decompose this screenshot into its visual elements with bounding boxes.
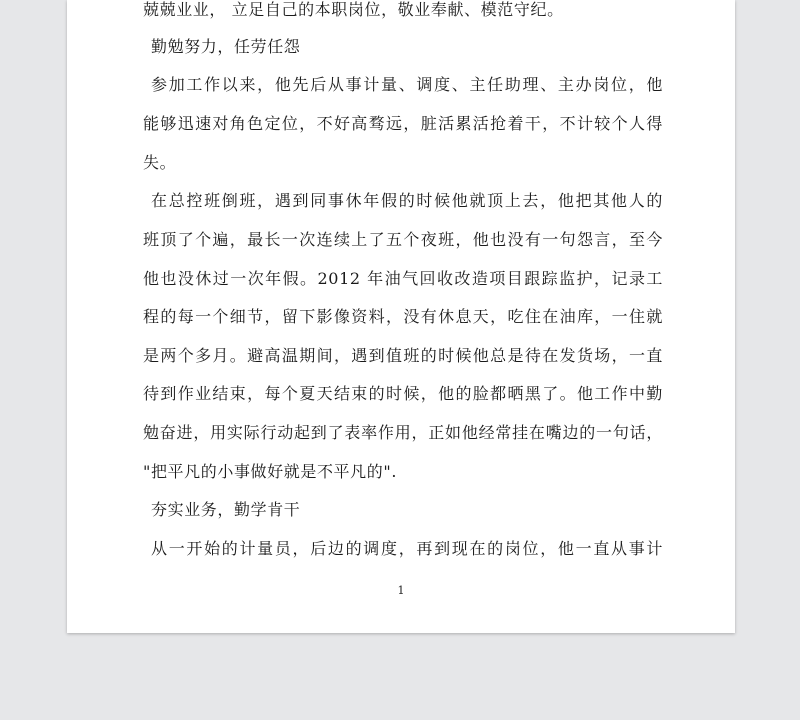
text-line: "把平凡的小事做好就是不平凡的".: [143, 462, 398, 481]
text-line: 参加工作以来，他先后从事计量、调度、主任助理、主办岗位，他: [151, 75, 663, 94]
document-page: [67, 0, 735, 633]
text-line: 在总控班倒班，遇到同事休年假的时候他就顶上去，他把其他人的: [151, 191, 663, 210]
text-line: 能够迅速对角色定位，不好高骛远，脏活累活抢着干，不计较个人得: [143, 114, 663, 133]
text-line: 失。: [143, 153, 177, 172]
page-number: 1: [397, 584, 405, 597]
text-line: 是两个多月。避高温期间，遇到值班的时候他总是待在发货场，一直: [143, 346, 663, 365]
text-line: 班顶了个遍，最长一次连续上了五个夜班，他也没有一句怨言，至今: [143, 230, 663, 249]
text-line: 待到作业结束，每个夏天结束的时候，他的脸都晒黑了。他工作中勤: [143, 384, 663, 403]
text-line: 兢兢业业， 立足自己的本职岗位，敬业奉献、模范守纪。: [143, 0, 564, 19]
text-line: 程的每一个细节，留下影像资料，没有休息天，吃住在油库，一住就: [143, 307, 663, 326]
text-line: 他也没休过一次年假。2012 年油气回收改造项目跟踪监护，记录工: [143, 269, 663, 288]
section-heading: 夯实业务，勤学肯干: [151, 500, 301, 519]
text-line: 勉奋进，用实际行动起到了表率作用，正如他经常挂在嘴边的一句话，: [143, 423, 663, 442]
section-heading: 勤勉努力，任劳任怨: [151, 37, 301, 56]
text-line: 从一开始的计量员，后边的调度，再到现在的岗位，他一直从事计: [151, 539, 663, 558]
